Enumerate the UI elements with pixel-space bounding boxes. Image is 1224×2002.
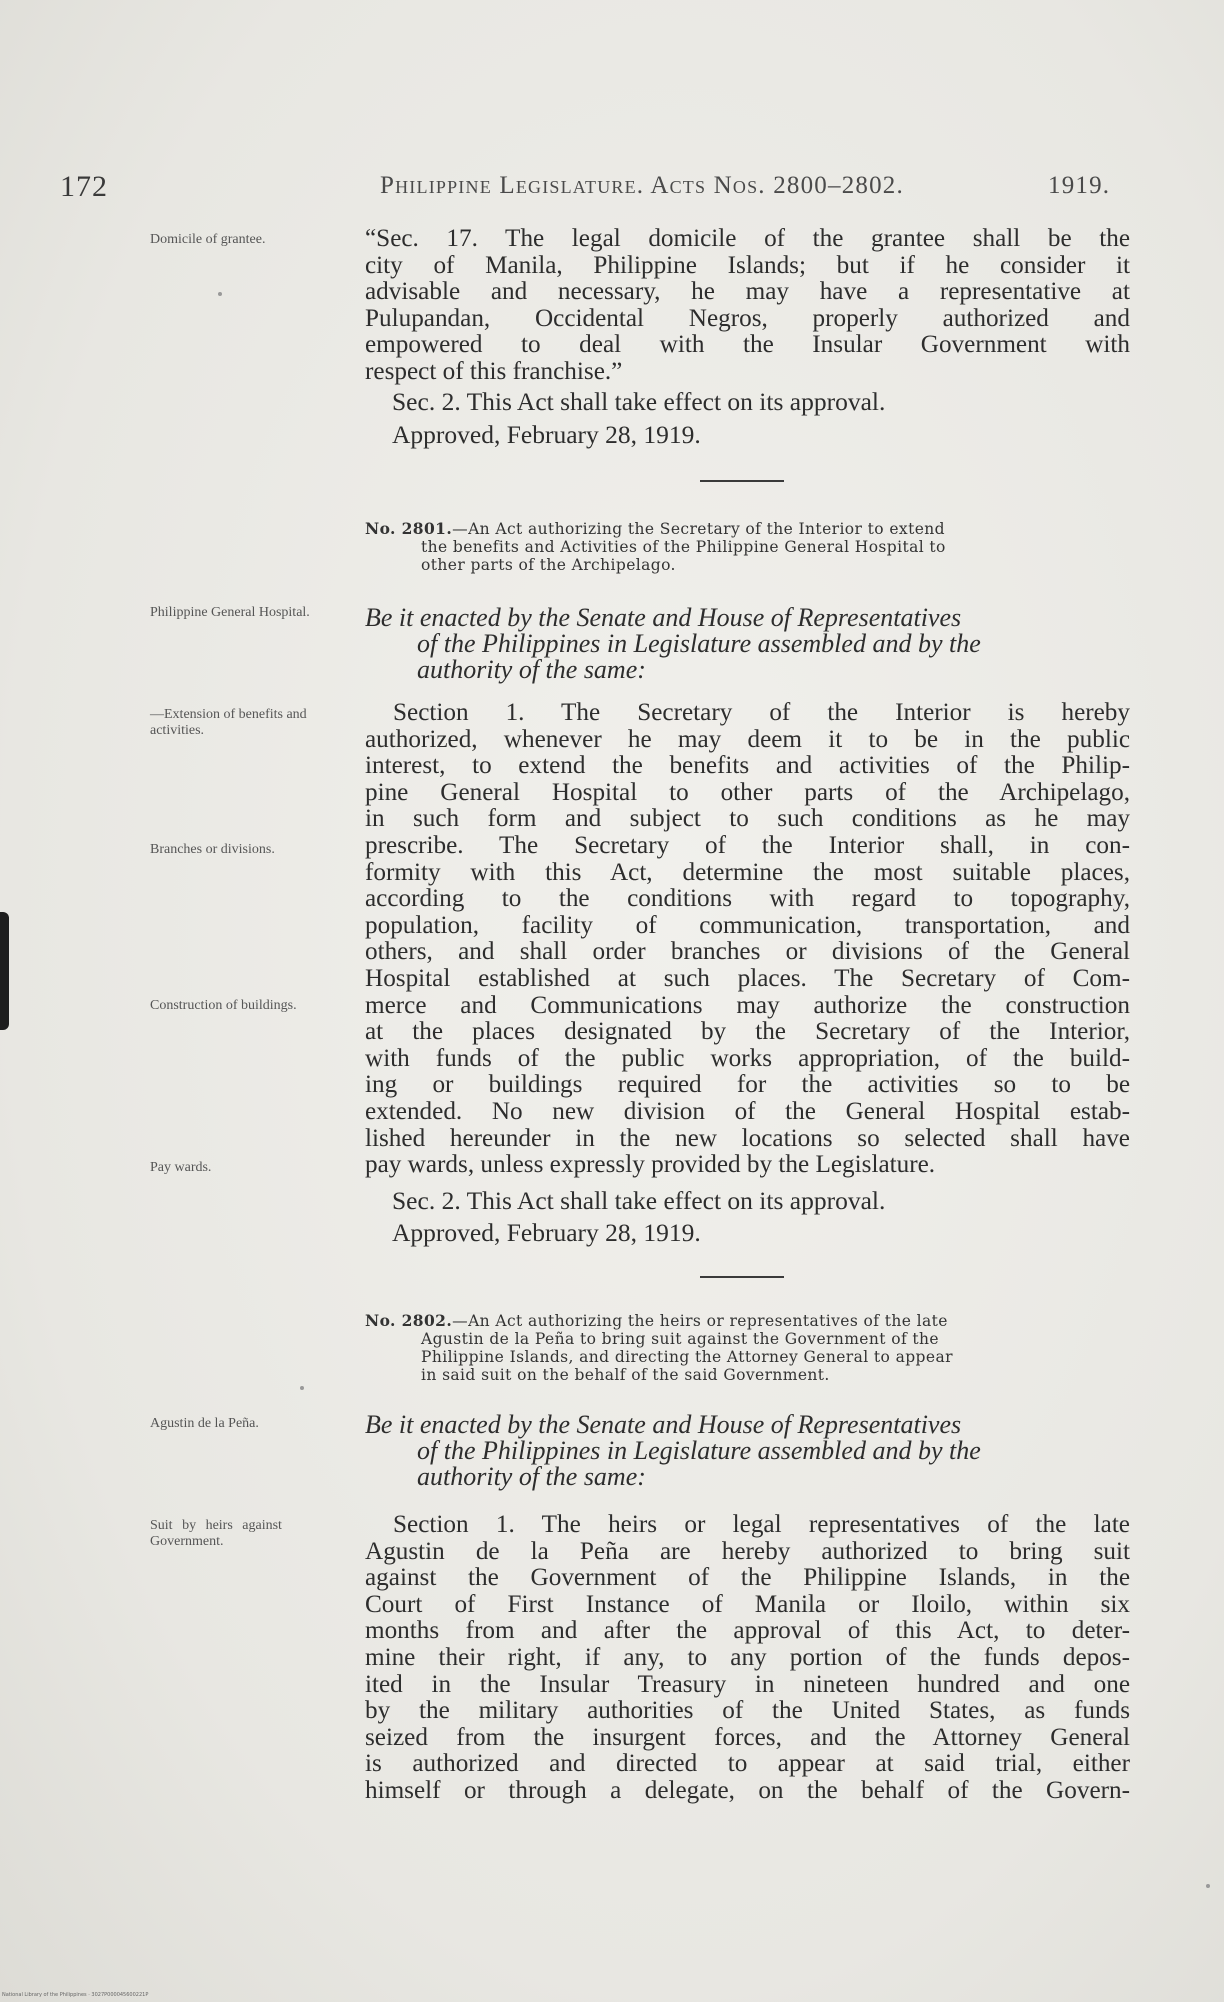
speck — [300, 1386, 304, 1390]
text-line: himself or through a delegate, on the behalf of the Govern- — [365, 1776, 1130, 1804]
text-line: Section 1. The heirs or legal representatives of the late — [393, 1511, 1130, 1538]
margin-note-pena: Agustin de la Peña. — [150, 1416, 259, 1431]
act-title-line: in said suit on the behalf of the said Government. — [421, 1366, 830, 1384]
act-2801-section-1 — [365, 700, 1130, 1179]
text-line: prescribe. The Secretary of the Interior shall, in con- — [365, 831, 1130, 859]
text-line: in such form and subject to such conditions as he may — [365, 805, 1130, 833]
enact-line: authority of the same: — [417, 655, 646, 684]
enact-line: of the Philippines in Legislature assembled and by the — [417, 1436, 981, 1465]
text-line: seized from the insurgent forces, and the Attorney General — [365, 1723, 1130, 1751]
text-line: population, facility of communication, transportation, and — [365, 911, 1130, 939]
binding-edge-mark — [0, 912, 9, 1030]
act-2802-title — [365, 1312, 1125, 1384]
margin-note-hospital: Philippine General Hospital. — [150, 605, 310, 620]
enact-line: authority of the same: — [417, 1462, 646, 1491]
enact-line: Be it enacted by the Senate and House of Representatives — [365, 603, 962, 632]
act-title-line: other parts of the Archipelago. — [421, 556, 676, 574]
text-line: Hospital established at such places. The Secretary of Com- — [365, 964, 1130, 992]
text-line: city of Manila, Philippine Islands; but if he consider it — [365, 251, 1130, 279]
text-line: pine General Hospital to other parts of the Archipelago, — [365, 778, 1130, 806]
act-2802-enacting-clause — [365, 1412, 1135, 1490]
text-line: Pulupandan, Occidental Negros, properly authorized and — [365, 304, 1130, 332]
page-number: 172 — [60, 170, 108, 203]
text-line: “Sec. 17. The legal domicile of the grantee shall be the — [365, 225, 1130, 252]
text-line: extended. No new division of the General Hospital estab- — [365, 1097, 1130, 1125]
act-number: No. 2802. — [365, 1311, 453, 1330]
act-title-line: —An Act authorizing the Secretary of the Interior to extend — [452, 520, 945, 538]
text-line: merce and Communications may authorize the construction — [365, 991, 1130, 1019]
text-line: lished hereunder in the new locations so selected shall have — [365, 1124, 1130, 1152]
running-head — [380, 172, 1111, 200]
act-2800-section-17 — [365, 226, 1130, 386]
enact-line: Be it enacted by the Senate and House of Representatives — [365, 1410, 962, 1439]
act-2801-title — [365, 520, 1125, 574]
act-2801-sec2: Sec. 2. This Act shall take effect on its approval. — [392, 1186, 886, 1215]
act-title-line: Agustin de la Peña to bring suit against the Government of the — [421, 1330, 939, 1348]
margin-note-pay-wards: Pay wards. — [150, 1160, 212, 1175]
text-line: empowered to deal with the Insular Government with — [365, 331, 1130, 359]
scan-footer: National Library of the Philippines · 3027P000045600221P — [2, 1992, 149, 1998]
act-2800-sec2: Sec. 2. This Act shall take effect on its approval. — [392, 387, 886, 416]
running-head-year: 1919. — [1048, 172, 1111, 199]
margin-note-branches: Branches or divisions. — [150, 842, 275, 857]
text-line: formity with this Act, determine the most suitable places, — [365, 858, 1130, 886]
section-divider — [700, 1276, 784, 1278]
running-head-title: Philippine Legislature. Acts Nos. 2800–2802. — [380, 172, 904, 199]
text-line: ing or buildings required for the activities so to be — [365, 1071, 1130, 1099]
text-line: advisable and necessary, he may have a representative at — [365, 278, 1130, 306]
text-line: others, and shall order branches or divisions of the General — [365, 938, 1130, 966]
act-title-line: Philippine Islands, and directing the Attorney General to appear — [421, 1348, 953, 1366]
text-line: against the Government of the Philippine Islands, in the — [365, 1564, 1130, 1592]
text-line: according to the conditions with regard to topography, — [365, 885, 1130, 913]
section-divider — [700, 480, 784, 482]
text-line: with funds of the public works appropriation, of the build- — [365, 1044, 1130, 1072]
page-header — [60, 170, 1120, 210]
act-2801-approved: Approved, February 28, 1919. — [392, 1218, 701, 1247]
margin-note-extension: —Extension of benefits and activities. — [150, 707, 307, 738]
text-line: Section 1. The Secretary of the Interior is hereby — [393, 699, 1130, 726]
text-line: respect of this franchise.” — [365, 357, 623, 385]
text-line: Agustin de la Peña are hereby authorized to bring suit — [365, 1537, 1130, 1565]
text-line: interest, to extend the benefits and activities of the Philip- — [365, 752, 1130, 780]
text-line: Court of First Instance of Manila or Iloilo, within six — [365, 1590, 1130, 1618]
text-line: ited in the Insular Treasury in nineteen hundred and one — [365, 1670, 1130, 1698]
enact-line: of the Philippines in Legislature assembled and by the — [417, 629, 981, 658]
text-line: by the military authorities of the United States, as funds — [365, 1697, 1130, 1725]
act-2801-enacting-clause — [365, 605, 1135, 683]
text-line: at the places designated by the Secretary of the Interior, — [365, 1018, 1130, 1046]
text-line: mine their right, if any, to any portion of the funds depos- — [365, 1643, 1130, 1671]
act-title-line: the benefits and Activities of the Philippine General Hospital to — [421, 538, 946, 556]
act-2800-approved: Approved, February 28, 1919. — [392, 420, 701, 449]
margin-note-domicile: Domicile of grantee. — [150, 232, 266, 247]
margin-note-suit: Suit by heirs against Government. — [150, 1518, 282, 1549]
speck — [1206, 1884, 1210, 1888]
margin-note-construction: Construction of buildings. — [150, 998, 297, 1013]
speck — [218, 292, 222, 296]
text-line: pay wards, unless expressly provided by the Legislature. — [365, 1151, 936, 1179]
text-line: is authorized and directed to appear at said trial, either — [365, 1750, 1130, 1778]
text-line: months from and after the approval of this Act, to deter- — [365, 1617, 1130, 1645]
act-2802-section-1 — [365, 1512, 1130, 1805]
text-line: authorized, whenever he may deem it to be in the public — [365, 725, 1130, 753]
act-title-line: —An Act authorizing the heirs or representatives of the late — [452, 1312, 948, 1330]
act-number: No. 2801. — [365, 519, 453, 538]
